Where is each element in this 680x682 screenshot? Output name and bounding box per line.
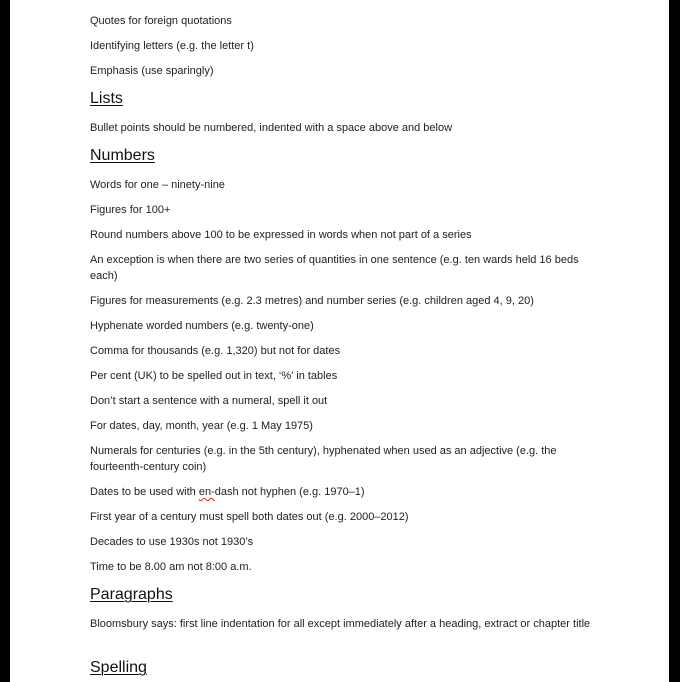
paragraph-dont-start: Don’t start a sentence with a numeral, spell it out bbox=[90, 395, 328, 407]
paragraph-decades: Decades to use 1930s not 1930’s bbox=[90, 536, 254, 548]
paragraph-hyphenate: Hyphenate worded numbers (e.g. twenty-one) bbox=[90, 320, 314, 332]
heading-lists: Lists bbox=[90, 90, 123, 107]
paragraph-round-numbers: Round numbers above 100 to be expressed in words when not part of a series bbox=[90, 229, 472, 241]
paragraph-first-year: First year of a century must spell both dates out (e.g. 2000–2012) bbox=[90, 511, 409, 523]
paragraph-en-dash bbox=[90, 484, 600, 500]
paragraph-centuries: Numerals for centuries (e.g. in the 5th century), hyphenated when used as an adjective (e.g. the fourteenth-century coin) bbox=[90, 445, 557, 473]
document-page bbox=[10, 0, 669, 682]
paragraph-quotes-foreign: Quotes for foreign quotations bbox=[90, 15, 232, 27]
heading-spelling: Spelling bbox=[90, 659, 147, 676]
paragraph-bullet-points: Bullet points should be numbered, indented with a space above and below bbox=[90, 122, 453, 134]
paragraph-exception: An exception is when there are two series of quantities in one sentence (e.g. ten wards held 16 beds each) bbox=[90, 254, 579, 282]
paragraph-figures-100: Figures for 100+ bbox=[90, 204, 171, 216]
paragraph-words-for-one: Words for one – ninety-nine bbox=[90, 179, 225, 191]
paragraph-comma-thousands: Comma for thousands (e.g. 1,320) but not for dates bbox=[90, 345, 341, 357]
paragraph-dates-format: For dates, day, month, year (e.g. 1 May 1975) bbox=[90, 420, 313, 432]
heading-numbers: Numbers bbox=[90, 147, 155, 164]
heading-paragraphs: Paragraphs bbox=[90, 586, 173, 603]
window-edge bbox=[669, 0, 680, 682]
paragraph-identifying-letters: Identifying letters (e.g. the letter t) bbox=[90, 40, 254, 52]
paragraph-per-cent: Per cent (UK) to be spelled out in text, ‘%’ in tables bbox=[90, 370, 338, 382]
paragraph-time: Time to be 8.00 am not 8:00 a.m. bbox=[90, 561, 252, 573]
en-dash-after: dash not hyphen (e.g. 1970–1) bbox=[214, 486, 365, 498]
en-dash-before: Dates to be used with bbox=[90, 486, 199, 498]
paragraph-measurements: Figures for measurements (e.g. 2.3 metres) and number series (e.g. children aged 4, 9, 20) bbox=[90, 295, 534, 307]
spellcheck-flagged-word[interactable]: en- bbox=[198, 486, 215, 498]
paragraph-emphasis: Emphasis (use sparingly) bbox=[90, 65, 214, 77]
paragraph-bloomsbury: Bloomsbury says: first line indentation for all except immediately after a heading, extract or chapter title bbox=[90, 618, 591, 630]
